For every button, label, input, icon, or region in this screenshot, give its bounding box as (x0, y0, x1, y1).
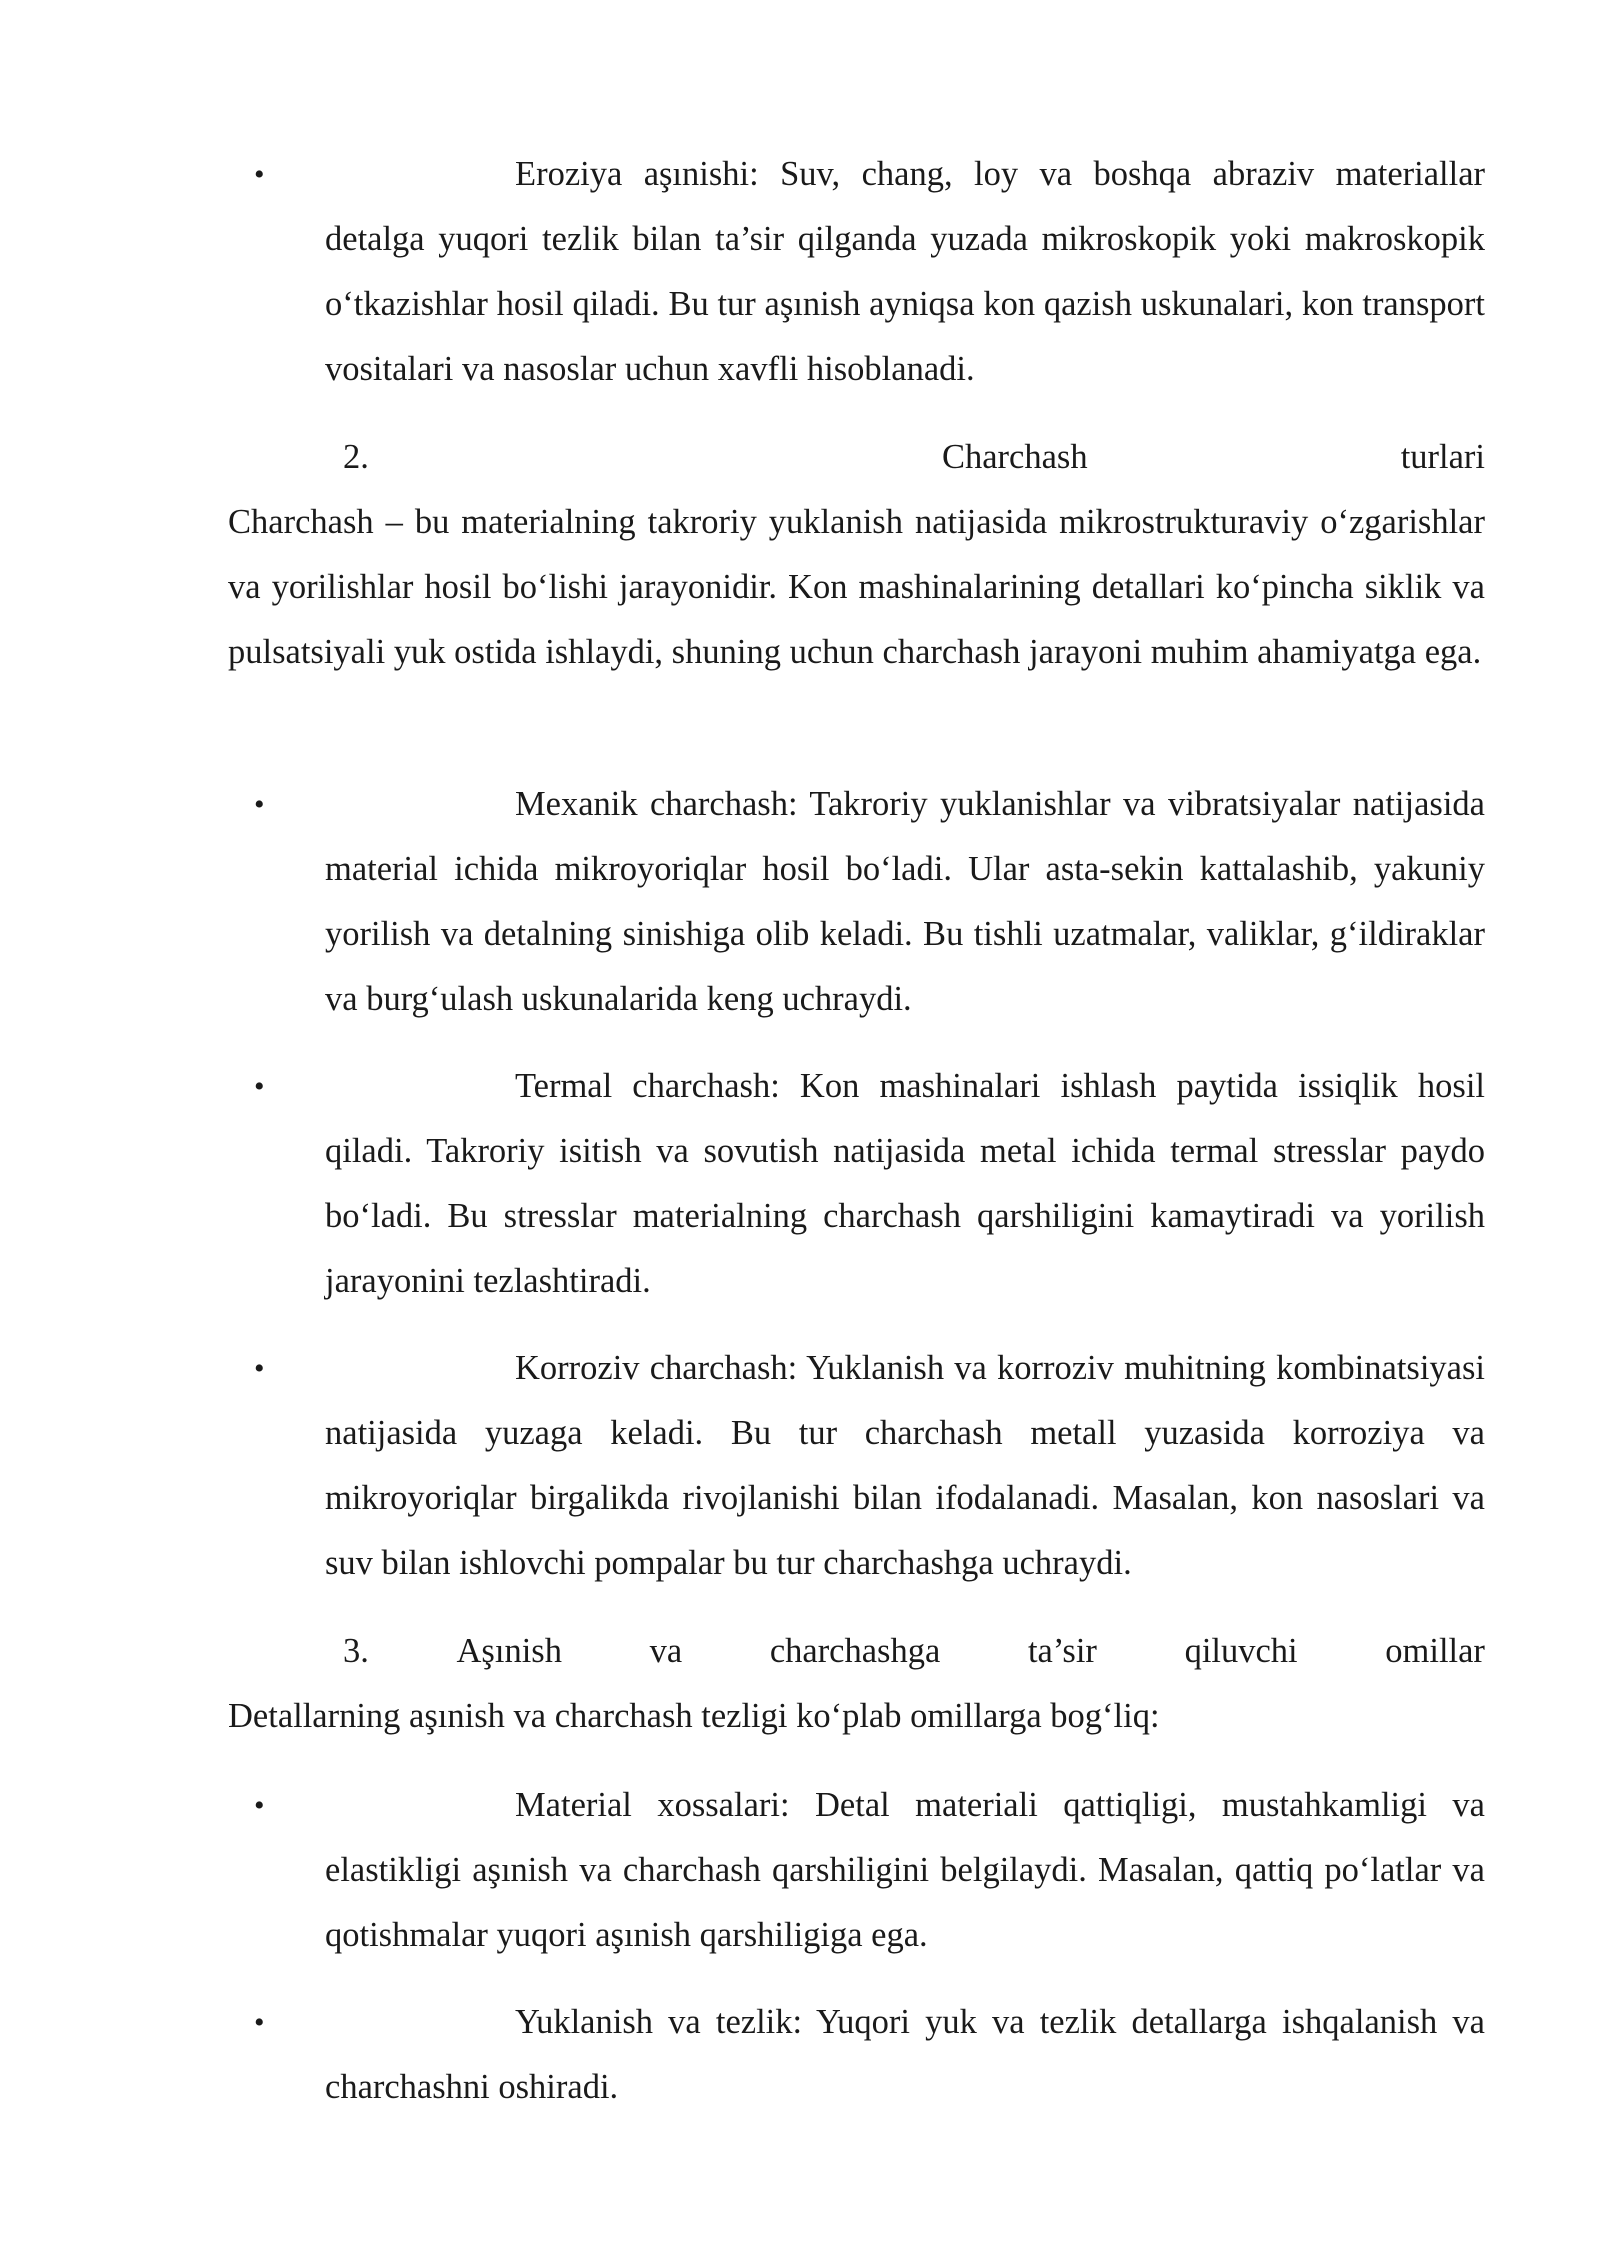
heading-word: va (649, 1632, 683, 1670)
list-item-text: • Mexanik charchash: Takroriy yuklanishlar va vibratsiyalar natijasida material ichida mikroyoriqlar hosil boʻladi. Ular asta-sekin kattalashib, yakuniy yorilish va detalning sinishiga olib keladi. Bu tishli uzatmalar, valiklar, gʻildiraklar va burgʻulash uskunalarida keng uchraydi. (325, 772, 1485, 1032)
heading-number: 2. (343, 438, 369, 476)
heading-word: Charchash (941, 438, 1088, 476)
list-item-corrosive-fatigue (254, 1336, 1485, 1596)
list-item-text: • Material xossalari: Detal materiali qattiqligi, mustahkamligi va elastikligi aşınish va charchash qarshiligini belgilaydi. Masalan, qattiq poʻlatlar va qotishmalar yuqori aşınish qarshiligiga ega. (325, 1773, 1485, 1968)
heading-line (228, 425, 1485, 490)
section-heading-fatigue-types (228, 425, 1485, 685)
heading-word: Aşınish (456, 1632, 562, 1670)
bullet-icon: • (254, 2006, 265, 2039)
heading-word: omillar (1385, 1632, 1485, 1670)
list-item-text: • Termal charchash: Kon mashinalari ishlash paytida issiqlik hosil qiladi. Takroriy isitish va sovutish natijasida metal ichida termal stresslar paydo boʻladi. Bu stresslar materialning charchash qarshiligini kamaytiradi va yorilish jarayonini tezlashtiradi. (325, 1054, 1485, 1314)
list-item-load-and-speed (254, 1990, 1485, 2120)
section-paragraph: Detallarning aşınish va charchash tezligi koʻplab omillarga bogʻliq: (228, 1697, 1160, 1735)
heading-word: ta’sir (1027, 1632, 1097, 1670)
list-item-text: • Yuklanish va tezlik: Yuqori yuk va tezlik detallarga ishqalanish va charchashni oshiradi. (325, 1990, 1485, 2120)
list-item-material-properties (254, 1773, 1485, 1968)
bullet-icon: • (254, 1352, 265, 1385)
heading-word: charchashga (769, 1632, 941, 1670)
section-heading-influencing-factors (228, 1619, 1485, 1749)
list-item-text: • Korroziv charchash: Yuklanish va korroziv muhitning kombinatsiyasi natijasida yuzaga keladi. Bu tur charchash metall yuzasida korroziya va mikroyoriqlar birgalikda rivojlanishi bilan ifodalanadi. Masalan, kon nasoslari va suv bilan ishlovchi pompalar bu tur charchashga uchraydi. (325, 1336, 1485, 1596)
bullet-icon: • (254, 788, 265, 821)
bullet-icon: • (254, 1789, 265, 1822)
list-item-mechanical-fatigue (254, 772, 1485, 1032)
heading-word: turlari (1400, 438, 1485, 476)
heading-line (228, 1619, 1485, 1684)
bullet-icon: • (254, 1070, 265, 1103)
list-item-text: • Eroziya aşınishi: Suv, chang, loy va boshqa abraziv materiallar detalga yuqori tezlik bilan ta’sir qilganda yuzada mikroskopik yoki makroskopik oʻtkazishlar hosil qiladi. Bu tur aşınish ayniqsa kon qazish uskunalari, kon transport vositalari va nasoslar uchun xavfli hisoblanadi. (325, 142, 1485, 402)
list-item-erosion-wear (254, 142, 1485, 402)
heading-number: 3. (343, 1632, 369, 1670)
heading-word: qiluvchi (1184, 1632, 1298, 1670)
list-item-thermal-fatigue (254, 1054, 1485, 1314)
section-paragraph: Charchash – bu materialning takroriy yuklanish natijasida mikrostrukturaviy oʻzgarishlar va yorilishlar hosil boʻlishi jarayonidir. Kon mashinalarining detallari koʻpincha siklik va pulsatsiyali yuk ostida ishlaydi, shuning uchun charchash jarayoni muhim ahamiyatga ega. (228, 503, 1485, 671)
bullet-icon: • (254, 158, 265, 191)
